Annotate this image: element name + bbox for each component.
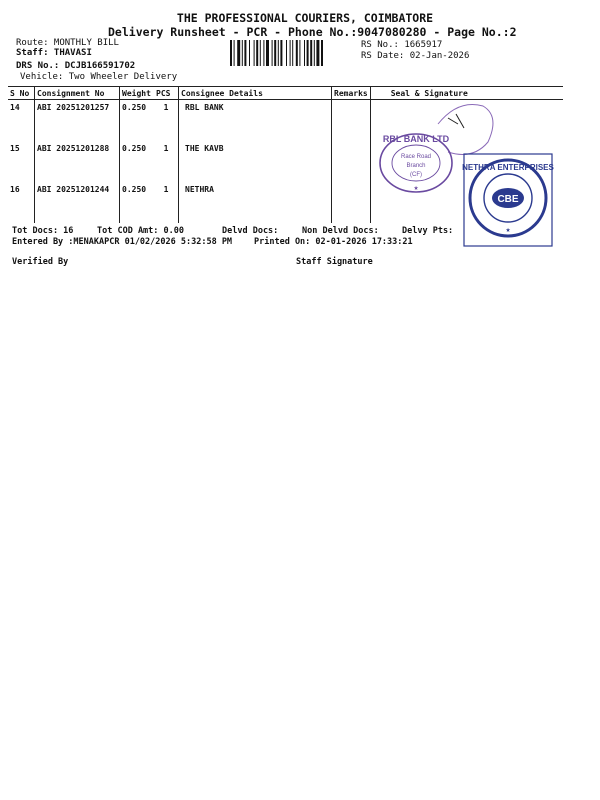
col-consignee: Consignee Details: [179, 87, 332, 100]
enterprise-stamp: [462, 152, 554, 248]
col-seal-signature: Seal & Signature: [370, 87, 563, 100]
rs-date: RS Date: 02-Jan-2026: [361, 51, 470, 61]
row-consignment: ABI 20251201244: [35, 182, 120, 223]
row-consignee: NETHRA: [179, 182, 332, 223]
bank-stamp: [372, 128, 460, 198]
verified-by: Verified By: [12, 257, 69, 267]
row-pcs: 1: [163, 103, 169, 112]
rs-number: RS No.: 1665917: [361, 40, 443, 50]
delivery-points: Delvy Pts:: [402, 226, 454, 236]
barcode: [230, 40, 355, 66]
row-consignment: ABI 20251201257: [35, 100, 120, 142]
total-cod-amount: Tot COD Amt: 0.00: [97, 226, 184, 236]
col-sno: S No: [8, 87, 35, 100]
row-weight: 0.250: [120, 182, 155, 223]
bank-stamp-line1: Race Road: [400, 154, 432, 160]
total-docs: Tot Docs: 16: [12, 226, 74, 236]
col-weight: Weight: [120, 87, 155, 100]
route-label: Route: MONTHLY BILL: [16, 38, 119, 48]
enterprise-stamp-center: CBE: [497, 194, 519, 205]
non-delivered-docs: Non Delvd Docs:: [302, 226, 379, 236]
entered-by: Entered By :MENAKAPCR 01/02/2026 5:32:58 PM: [12, 237, 233, 247]
row-sno: 14: [10, 103, 20, 112]
row-weight: 0.250: [120, 141, 155, 182]
bank-stamp-line2: Branch: [406, 163, 426, 169]
company-name: THE PROFESSIONAL COURIERS, COIMBATORE: [176, 11, 434, 25]
bank-stamp-line3: (CF): [410, 172, 422, 178]
staff-label: Staff: THAVASI: [16, 48, 92, 58]
col-consignment: Consignment No: [35, 87, 120, 100]
row-pcs: 1: [163, 185, 169, 194]
row-weight: 0.250: [120, 100, 155, 142]
drs-number: DRS No.: DCJB166591702: [16, 61, 136, 71]
enterprise-stamp-title: NETHRA ENTERPRISES: [462, 163, 554, 172]
col-pcs: PCS: [154, 87, 179, 100]
row-consignee: RBL BANK: [179, 100, 332, 142]
row-consignee: THE KAVB: [179, 141, 332, 182]
row-pcs: 1: [163, 144, 169, 153]
vehicle-label: Vehicle: Two Wheeler Delivery: [20, 72, 178, 82]
star-icon: ★: [505, 225, 511, 234]
row-consignment: ABI 20251201288: [35, 141, 120, 182]
runsheet-title: Delivery Runsheet - PCR - Phone No.:9047080280 - Page No.:2: [108, 25, 517, 39]
row-sno: 16: [10, 185, 20, 194]
staff-signature: Staff Signature: [296, 257, 373, 267]
star-icon: ★: [413, 183, 419, 192]
printed-on: Printed On: 02-01-2026 17:33:21: [254, 237, 413, 247]
col-remarks: Remarks: [332, 87, 371, 100]
row-remarks: [332, 182, 371, 223]
row-remarks: [332, 141, 371, 182]
row-sno: 15: [10, 144, 20, 153]
bank-stamp-title: RBL BANK LTD: [382, 134, 450, 144]
row-remarks: [332, 100, 371, 142]
delivered-docs: Delvd Docs:: [222, 226, 279, 236]
